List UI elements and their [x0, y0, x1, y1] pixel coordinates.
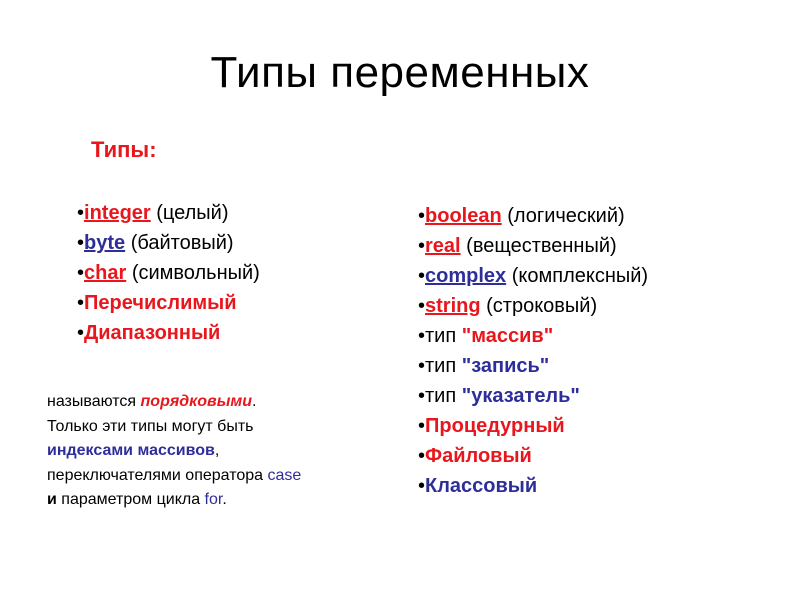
note-keyword: case	[267, 466, 302, 484]
type-keyword: integer	[84, 202, 151, 224]
note-text: Только эти типы могут быть	[47, 417, 254, 435]
type-keyword: byte	[84, 232, 126, 254]
note-term: порядковыми	[140, 393, 252, 410]
type-name: Файловый	[425, 445, 532, 467]
type-name: Классовый	[425, 475, 538, 497]
list-item: •тип "массив"	[418, 325, 554, 347]
list-item: •real (вещественный)	[418, 235, 617, 257]
type-prefix: тип	[425, 385, 462, 407]
list-item: •Классовый	[418, 475, 538, 497]
type-description: (байтовый)	[125, 232, 234, 254]
note-line	[47, 439, 301, 464]
types-heading: Типы:	[91, 137, 157, 162]
type-keyword: complex	[425, 265, 507, 287]
list-item: •string (строковый)	[418, 295, 598, 317]
type-description: (целый)	[150, 202, 229, 224]
other-types-list	[418, 201, 648, 501]
list-item: •boolean (логический)	[418, 205, 625, 227]
type-description: (вещественный)	[460, 235, 617, 257]
type-name: Диапазонный	[84, 322, 221, 344]
note-text: параметром цикла	[56, 491, 205, 508]
type-name: "запись"	[461, 355, 550, 377]
type-description: (строковый)	[480, 295, 598, 317]
list-item: •Диапазонный	[77, 322, 221, 344]
list-item: •integer (целый)	[77, 202, 229, 224]
note-text: и	[47, 491, 57, 508]
list-item: •byte (байтовый)	[77, 232, 234, 254]
ordinal-note	[47, 390, 301, 513]
type-description: (комплексный)	[506, 265, 649, 287]
type-name: "указатель"	[461, 385, 580, 407]
type-keyword: real	[425, 235, 461, 257]
note-text: .	[222, 491, 227, 508]
note-line	[47, 464, 301, 489]
note-text: называются	[47, 393, 141, 410]
type-name: Процедурный	[425, 415, 565, 437]
note-line	[47, 415, 301, 440]
note-line	[47, 390, 301, 415]
note-text: переключателями оператора	[47, 466, 268, 484]
type-prefix: тип	[425, 325, 462, 347]
type-description: (логический)	[501, 205, 625, 227]
note-keyword: for	[204, 491, 223, 508]
note-text: ,	[214, 442, 220, 459]
type-keyword: boolean	[425, 205, 502, 227]
list-item: •тип "указатель"	[418, 385, 580, 407]
list-item: •Файловый	[418, 445, 532, 467]
type-prefix: тип	[425, 355, 462, 377]
type-name: "массив"	[461, 325, 554, 347]
list-item: •complex (комплексный)	[418, 265, 649, 287]
list-item: •тип "запись"	[418, 355, 550, 377]
list-item: •Перечислимый	[77, 292, 237, 314]
type-description: (символьный)	[126, 262, 260, 284]
ordinal-types-list	[77, 198, 260, 348]
note-text: .	[251, 393, 257, 410]
list-item: •char (символьный)	[77, 262, 260, 284]
type-keyword: char	[84, 262, 127, 284]
type-name: Перечислимый	[84, 292, 237, 314]
list-item: •Процедурный	[418, 415, 565, 437]
type-keyword: string	[425, 295, 481, 317]
note-term: индексами массивов	[47, 442, 215, 459]
page-title: Типы переменных	[210, 48, 590, 97]
note-line	[47, 488, 301, 513]
